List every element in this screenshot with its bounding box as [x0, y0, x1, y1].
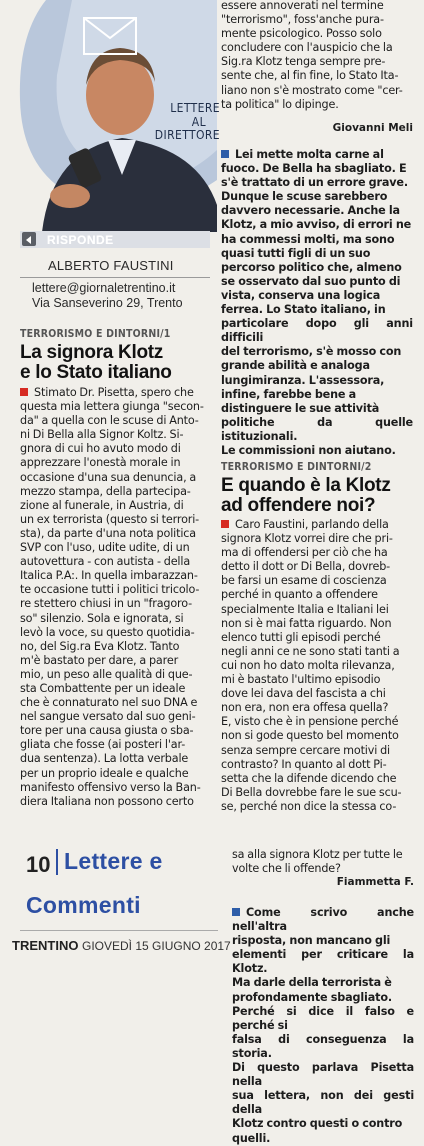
text-line: gliata che fosse (ai posteri l'ar- [20, 738, 186, 752]
l1body-line [20, 597, 210, 611]
text-line: risposta, non mancano gli [232, 934, 391, 948]
text-line: Le commissioni non aiutano. [221, 443, 396, 457]
text-line: E, visto che è in pensione perché [221, 715, 399, 729]
text-line: falsa di conseguenza la storia. [232, 1032, 414, 1060]
r2body-line [232, 1033, 414, 1061]
r1body-line [221, 388, 413, 402]
l1body-line [20, 738, 210, 752]
text-line: Perché si dice il falso e perché si [232, 1004, 414, 1032]
text-line: per un proprio ideale e qualche [20, 766, 189, 780]
r1body-line [221, 402, 413, 416]
text-line: grande abilità e analoga [221, 359, 370, 373]
l1cont-line [221, 84, 413, 98]
l1body-line [20, 752, 210, 766]
text-line: dua sentenza). La lotta verbale [20, 752, 189, 766]
text-line: Italica P.A:. In quella imbarazzan- [20, 569, 198, 583]
r2body-line [232, 934, 414, 948]
text-line: Lei mette molta carne al [235, 148, 384, 161]
l2body-line [221, 560, 413, 574]
text-line: ferrea. Lo Stato italiano, in [221, 303, 386, 317]
reply2-body [232, 906, 414, 1146]
letter1-body [20, 386, 210, 809]
l1cont-line [221, 69, 413, 83]
l2body-line [221, 631, 413, 645]
section-divider [56, 849, 58, 875]
footer-rule [20, 930, 218, 931]
text-line: ni Di Bella alla Signor Koltz. Si- [20, 428, 184, 442]
text-line: SVP con l'uso, udite udite, di un [20, 541, 190, 555]
text-line: Klotz contro questi o contro [232, 1117, 403, 1131]
text-line: non si gode questo bel momento [221, 729, 399, 743]
r1body-line [221, 190, 413, 204]
letter1-signature: Giovanni Meli [332, 122, 413, 134]
text-line: diera Italiana non possono certo [20, 794, 194, 808]
r1body-line [221, 444, 413, 458]
r1body-line [221, 289, 413, 303]
l2body-line [221, 786, 413, 800]
letters-logo [140, 102, 220, 143]
responds-bar [20, 231, 210, 248]
text-line: levò la voce, su questo quotidia- [20, 625, 195, 639]
text-line: questa mia lettera giunga "secon- [20, 400, 204, 414]
l2body-line [221, 574, 413, 588]
r2body-line [232, 1061, 414, 1089]
responds-label: RISPONDE [47, 233, 114, 247]
text-line: che è connaturato nel suo DNA e [20, 696, 198, 710]
r1body-line [221, 303, 413, 317]
text-line: fuoco. De Bella ha sbagliato. E [221, 162, 407, 176]
editor-email[interactable]: lettere@giornaletrentino.it [32, 281, 176, 295]
text-line: ma di offendersi per ciò che ha [221, 546, 388, 560]
l1body-line [20, 710, 210, 724]
letter1-title-line-1: La signora Klotz [20, 342, 163, 363]
l1body-line [20, 626, 210, 640]
l1body-line [20, 724, 210, 738]
text-line: elementi per criticare la Klotz. [232, 948, 414, 976]
l1body-line [20, 781, 210, 795]
r1body-line [221, 261, 413, 275]
editor-name: ALBERTO FAUSTINI [48, 258, 174, 273]
r1body-line [221, 345, 413, 359]
r1body-line [221, 416, 413, 444]
text-line: nel sangue versato dal suo geni- [20, 710, 196, 724]
l1body-line [20, 386, 210, 400]
text-line: signora Klotz vorrei dire che pri- [221, 532, 393, 546]
letter1-continuation [221, 0, 413, 112]
letter1-kicker: TERRORISMO E DINTORNI/1 [20, 328, 171, 340]
text-line: "terrorismo", foss'anche pura- [221, 13, 384, 27]
l2body-line [221, 645, 413, 659]
l1body-line [20, 696, 210, 710]
bullet-square-icon [221, 520, 229, 528]
text-line: autovettura - con autista - della [20, 555, 191, 569]
r2body-line [232, 976, 414, 990]
logo-line-3: DIRETTORE [154, 128, 220, 142]
l2body-line [221, 715, 413, 729]
l1body-line [20, 767, 210, 781]
divider [20, 277, 210, 278]
text-line: elenco tutti gli episodi perché [221, 630, 381, 644]
text-line: infine, farebbe bene a [221, 387, 357, 401]
l2body-line [221, 744, 413, 758]
l2cont-line [232, 862, 414, 876]
newspaper-name: TRENTINO [12, 938, 79, 953]
text-line: mi è bastato l'ultimo episodio [221, 673, 381, 687]
l1cont-line [221, 0, 413, 13]
l1body-line [20, 583, 210, 597]
page-number: 10 [26, 852, 51, 877]
r1body-line [221, 359, 413, 373]
text-line: no, del Sig.ra Eva Klotz. Tanto [20, 639, 180, 653]
text-line: sa alla signora Klotz per tutte le [232, 848, 403, 861]
text-line: re stettero chiusi in un "fragoro- [20, 597, 193, 611]
text-line: mezzo stampa, della partecipa- [20, 484, 191, 498]
text-line: manifesto offensivo verso la Ban- [20, 780, 201, 794]
text-line: particolare dopo gli anni difficili [221, 317, 413, 345]
letter1-title [20, 343, 172, 383]
text-line: specialmente Italia e Italiani lei [221, 602, 389, 616]
r1body-line [221, 176, 413, 190]
text-line: percorso politico che, almeno [221, 260, 402, 274]
r2body-line [232, 906, 414, 934]
text-line: da" a quella con le scuse di Anto- [20, 414, 199, 428]
r1body-line [221, 233, 413, 247]
text-line: ha commessi molti, ma sono [221, 232, 395, 246]
letter2-body [221, 518, 413, 814]
reply-arrow-icon [22, 232, 36, 246]
l2body-line [221, 729, 413, 743]
l1body-line [20, 654, 210, 668]
text-line: tore per una causa giusta o sba- [20, 724, 194, 738]
text-line: zione al funerale, in Austria, di [20, 498, 184, 512]
r1body-line [221, 374, 413, 388]
letter2-signature: Fiammetta F. [336, 876, 414, 888]
l1body-line [20, 795, 210, 809]
r2body-line [232, 1005, 414, 1033]
r2body-line [232, 991, 414, 1005]
text-line: davvero necessarie. Anche la [221, 204, 400, 218]
text-line: un ex terrorista (questo si terrori- [20, 512, 200, 526]
letter2-kicker: TERRORISMO E DINTORNI/2 [221, 461, 372, 473]
l1body-line [20, 569, 210, 583]
r1body-line [221, 247, 413, 261]
text-line: ta politica" lo dipinge. [221, 97, 339, 111]
text-line: se osservato dal suo punto di [221, 274, 401, 288]
l2body-line [221, 800, 413, 814]
r2body-line [232, 1089, 414, 1117]
l1cont-line [221, 55, 413, 69]
l2body-line [221, 701, 413, 715]
text-line: mio, un peso alle qualità di que- [20, 667, 193, 681]
text-line: sente che, al fin fine, lo Stato Ita- [221, 69, 399, 83]
section-title-line-2: Commenti [26, 892, 141, 918]
text-line: Di Bella dovrebbe fare le sue scu- [221, 785, 402, 799]
r1body-line [221, 218, 413, 232]
r1body-line [221, 204, 413, 218]
l1body-line [20, 527, 210, 541]
text-line: sua lettera, non dei gesti della [232, 1089, 414, 1117]
text-line: apprezzare l'onestà morale in [20, 456, 181, 470]
reply1-body [221, 148, 413, 458]
bullet-square-icon [20, 388, 28, 396]
l2body-line [221, 687, 413, 701]
l2cont-line [232, 848, 414, 862]
r1body-line [221, 162, 413, 176]
text-line: Klotz, a mio avviso, di errori ne [221, 218, 412, 232]
text-line: detto il dott or Di Bella, dovreb- [221, 560, 391, 574]
l1body-line [20, 668, 210, 682]
letter2-continuation [232, 848, 414, 876]
text-line: mente psicologico. Posso solo [221, 27, 382, 41]
r1body-line [221, 148, 413, 162]
text-line: se, perché non dice la stessa co- [221, 799, 397, 813]
text-line: perché in quanto a offendere [221, 588, 378, 602]
l2body-line [221, 758, 413, 772]
editor-address: Via Sanseverino 29, Trento [32, 296, 183, 310]
text-line: Come scrivo anche nell'altra [232, 906, 414, 934]
l2body-line [221, 518, 413, 532]
text-line: Dunque le scuse sarebbero [221, 190, 388, 204]
text-line: so" silenzio. Sola e ignorata, si [20, 611, 184, 625]
text-line: volte che li offende? [232, 862, 341, 876]
text-line: Sig.ra Klotz tenga sempre pre- [221, 55, 386, 69]
letter2-title [221, 476, 391, 516]
l2body-line [221, 546, 413, 560]
r2body-line [232, 1132, 414, 1146]
l1body-line [20, 428, 210, 442]
l1body-line [20, 442, 210, 456]
l1cont-line [221, 41, 413, 55]
text-line: profondamente sbagliato. [232, 990, 392, 1004]
text-line: occasione d'una sua denuncia, a [20, 470, 197, 484]
l1body-line [20, 499, 210, 513]
text-line: setta che la difende dicendo che [221, 771, 397, 785]
l1cont-line [221, 98, 413, 112]
letter1-title-line-2: e lo Stato italiano [20, 362, 172, 383]
text-line: liano non s'è mostrato come "cer- [221, 83, 403, 97]
text-line: negli anni ce ne sono stati tanti a [221, 644, 400, 658]
text-line: vista, conserva una logica [221, 288, 381, 302]
l2body-line [221, 588, 413, 602]
text-line: non era, non era offesa quella? [221, 701, 389, 715]
l2body-line [221, 603, 413, 617]
text-line: quasi tutti figli di un suo [221, 246, 371, 260]
text-line: politiche da quelle istituzionali. [221, 415, 413, 443]
l1body-line [20, 485, 210, 499]
text-line: contrasto? In quanto al dott Pi- [221, 757, 387, 771]
text-line: Stimato Dr. Pisetta, spero che [34, 386, 194, 399]
text-line: dove lei dava del fascista a chi [221, 687, 386, 701]
text-line: Caro Faustini, parlando della [235, 518, 389, 531]
l1body-line [20, 612, 210, 626]
l1body-line [20, 513, 210, 527]
l2body-line [221, 532, 413, 546]
logo-line-1: LETTERE [170, 101, 220, 115]
text-line: sta), da parte d'una nota politica [20, 526, 197, 540]
letter2-title-line-1: E quando è la Klotz [221, 475, 391, 496]
l1cont-line [221, 13, 413, 27]
text-line: be farsi un esame di coscienza [221, 574, 387, 588]
l1body-line [20, 400, 210, 414]
bullet-square-icon [232, 908, 240, 916]
l2body-line [221, 659, 413, 673]
r1body-line [221, 317, 413, 345]
section-title-line-1: Lettere e [64, 848, 163, 874]
text-line: Ma darle della terrorista è [232, 976, 392, 990]
issue-date: GIOVEDÌ 15 GIUGNO 2017 [82, 939, 231, 953]
l1body-line [20, 414, 210, 428]
text-line: s'è trattato di un errore grave. [221, 176, 408, 190]
l2body-line [221, 673, 413, 687]
text-line: distinguere le sue attività [221, 401, 380, 415]
l1cont-line [221, 27, 413, 41]
text-line: Di questo parlava Pisetta nella [232, 1061, 414, 1089]
text-line: m'è bastato per dare, a parer [20, 653, 179, 667]
l1body-line [20, 555, 210, 569]
text-line: del terrorismo, s'è mosso con [221, 345, 402, 359]
l2body-line [221, 617, 413, 631]
l1body-line [20, 640, 210, 654]
text-line: cui non ho dato molta rilevanza, [221, 658, 395, 672]
text-line: lungimiranza. L'assessora, [221, 373, 385, 387]
l1body-line [20, 541, 210, 555]
l1body-line [20, 456, 210, 470]
l1body-line [20, 682, 210, 696]
l1body-line [20, 471, 210, 485]
logo-line-2: AL [191, 114, 206, 129]
text-line: gnora di cui ho avuto modo di [20, 442, 181, 456]
text-line: essere annoverati nel termine [221, 0, 384, 12]
text-line: te occasione tutti i politici tricolo- [20, 583, 200, 597]
bullet-square-icon [221, 150, 229, 158]
r1body-line [221, 275, 413, 289]
text-line: senza sempre cercare motivi di [221, 743, 391, 757]
text-line: sta Combattente per un ideale [20, 681, 186, 695]
letter2-title-line-2: ad offendere noi? [221, 495, 376, 516]
text-line: concludere con l'auspicio che la [221, 41, 393, 55]
r2body-line [232, 948, 414, 976]
text-line: quelli. [232, 1131, 271, 1145]
l2body-line [221, 772, 413, 786]
r2body-line [232, 1117, 414, 1131]
text-line: non si è mai fatta riguardo. Non [221, 616, 392, 630]
